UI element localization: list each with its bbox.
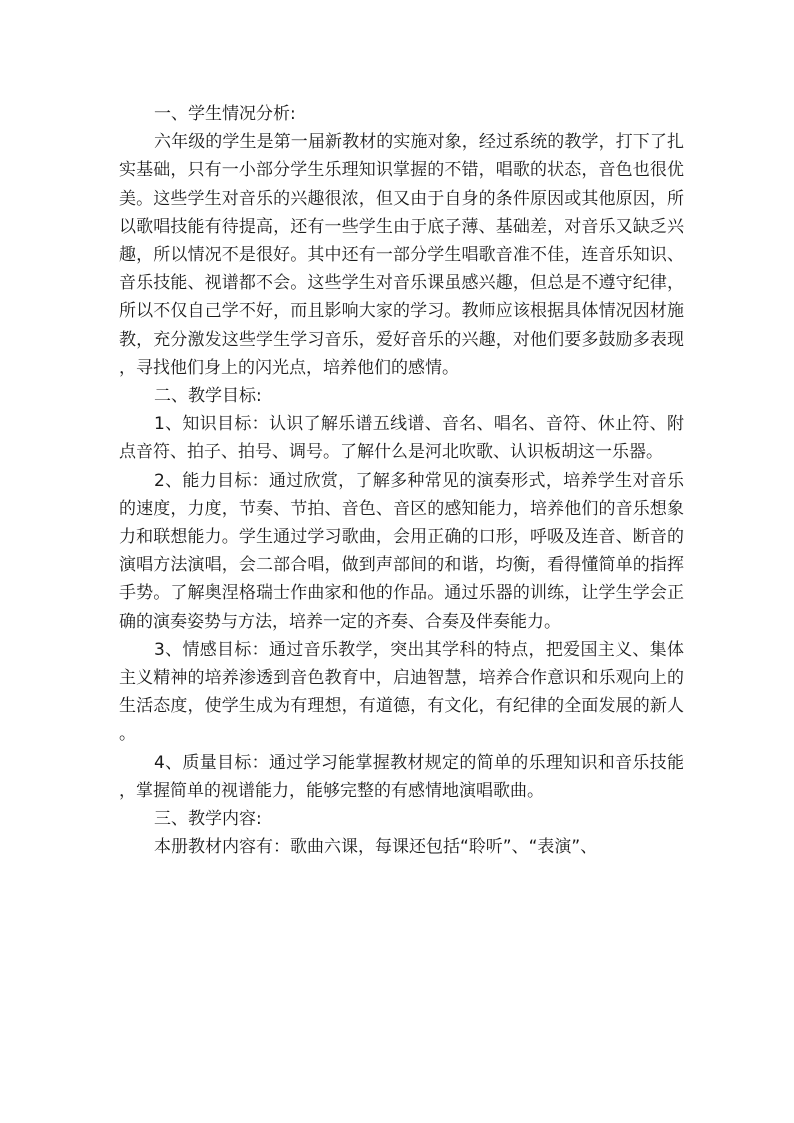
- paragraph-quality-goal: 4、质量目标：通过学习能掌握教材规定的简单的乐理知识和音乐技能，掌握简单的视谱能力，能够完整的有感情地演唱歌曲。: [119, 752, 684, 801]
- document-content: [119, 100, 684, 861]
- paragraph-emotion-goal: 3、情感目标：通过音乐教学，突出其学科的特点，把爱国主义、集体主义精神的培养渗透到音色教育中，启迪智慧，培养合作意识和乐观向上的生活态度，使学生成为有理想，有道德，有文化，有纪律的全面发展的新人。: [119, 639, 684, 745]
- section-heading-teaching-content: 三、教学内容:: [154, 809, 262, 830]
- paragraph-student-analysis: 六年级的学生是第一届新教材的实施对象，经过系统的教学，打下了扎实基础，只有一小部分学生乐理知识掌握的不错，唱歌的状态，音色也很优美。这些学生对音乐的兴趣很浓，但又由于自身的条件原因或其他原因，所以歌唱技能有待提高，还有一些学生由于底子薄、基础差，对音乐又缺乏兴趣，所以情况不是很好。其中还有一部分学生唱歌音准不佳，连音乐知识、音乐技能、视谱都不会。这些学生对音乐课虽感兴趣，但总是不遵守纪律，所以不仅自己学不好，而且影响大家的学习。教师应该根据具体情况因材施教，充分激发这些学生学习音乐，爱好音乐的兴趣，对他们要多鼓励多表现，寻找他们身上的闪光点，培养他们的感情。: [119, 132, 684, 378]
- section-heading-student-analysis: 一、学生情况分析:: [154, 104, 296, 124]
- paragraph-ability-goal: 2、能力目标：通过欣赏，了解多种常见的演奏形式，培养学生对音乐的速度，力度，节奏、节拍、音色、音区的感知能力，培养他们的音乐想象力和联想能力。学生通过学习歌曲，会用正确的口形，呼吸及连音、断音的演唱方法演唱，会二部合唱，做到声部间的和谐，均衡，看得懂简单的指挥手势。了解奥涅格瑞士作曲家和他的作品。通过乐器的训练，让学生学会正确的演奏姿势与方法，培养一定的齐奏、合奏及伴奏能力。: [119, 470, 684, 632]
- paragraph-teaching-content: 本册教材内容有：歌曲六课，每课还包括“聆听”、“表演”、: [154, 837, 598, 858]
- section-heading-teaching-goals: 二、教学目标:: [154, 386, 262, 407]
- paragraph-knowledge-goal: 1、知识目标：认识了解乐谱五线谱、音名、唱名、音符、休止符、附点音符、拍子、拍号、调号。了解什么是河北吹歌、认识板胡这一乐器。: [119, 414, 684, 463]
